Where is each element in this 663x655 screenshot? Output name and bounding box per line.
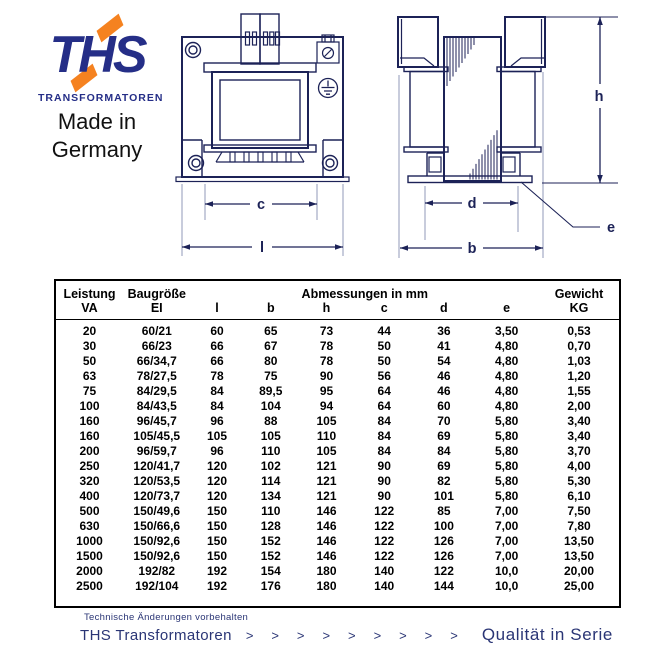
table-cell: 200 — [79, 444, 100, 458]
table-cell: 120 — [206, 474, 227, 488]
table-cell: 150/92,6 — [133, 549, 181, 563]
table-cell: 192/82 — [138, 564, 176, 578]
table-row — [56, 384, 619, 399]
table-cell: 630 — [79, 519, 100, 533]
table-cell: 320 — [79, 474, 100, 488]
table-cell: 66/23 — [141, 339, 172, 353]
table-cell: 44 — [377, 324, 391, 338]
table-cell: 121 — [316, 474, 337, 488]
chevron-row — [246, 628, 458, 643]
chevron-icon: > — [271, 628, 279, 643]
table-cell: 120 — [206, 489, 227, 503]
table-cell: 78/27,5 — [136, 369, 177, 383]
table-cell: 126 — [433, 534, 454, 548]
screw-terminal-icon — [317, 35, 339, 63]
table-cell: 10,0 — [494, 564, 519, 578]
chevron-icon: > — [373, 628, 382, 643]
dim-label-d: d — [467, 196, 477, 212]
core-hatching-bottom — [470, 130, 497, 179]
table-cell: 150/66,6 — [133, 519, 181, 533]
disclaimer-note: Technische Änderungen vorbehalten — [84, 612, 249, 623]
table-cell: 150/49,6 — [133, 504, 181, 518]
header-dim-b: b — [243, 301, 298, 320]
table-row — [56, 414, 619, 429]
table-cell: 7,00 — [494, 519, 519, 533]
table-cell: 69 — [437, 459, 451, 473]
coil-side-right — [497, 67, 541, 152]
extension-lines-side — [399, 72, 543, 258]
table-cell: 50 — [377, 354, 391, 368]
table-row — [56, 489, 619, 504]
table-cell: 3,70 — [567, 444, 591, 458]
table-cell: 88 — [264, 414, 278, 428]
table-cell: 105 — [260, 429, 281, 443]
table-cell: 66 — [210, 354, 224, 368]
chevron-icon: > — [399, 628, 407, 643]
table-cell: 192/104 — [135, 579, 179, 593]
logo-mark — [38, 24, 156, 90]
table-cell: 84 — [210, 399, 224, 413]
header-gewicht: Gewicht — [554, 287, 604, 301]
table-cell: 4,00 — [567, 459, 591, 473]
header-dim-l: l — [191, 301, 244, 320]
table-cell: 56 — [377, 369, 391, 383]
table-cell: 160 — [79, 429, 100, 443]
table-row — [56, 369, 619, 384]
table-cell: 90 — [377, 474, 391, 488]
table-cell: 110 — [261, 504, 281, 518]
table-cell: 63 — [82, 369, 97, 383]
chevron-icon: > — [322, 628, 331, 643]
header-leistung: Leistung — [63, 287, 116, 301]
front-view-dimensions — [182, 184, 343, 256]
table-cell: 126 — [433, 549, 454, 563]
table-cell: 64 — [377, 399, 391, 413]
chevron-icon: > — [424, 628, 433, 643]
table-cell: 160 — [79, 414, 100, 428]
table-cell: 70 — [437, 414, 451, 428]
table-cell: 176 — [260, 579, 281, 593]
table-cell: 20,00 — [563, 564, 595, 578]
table-cell: 146 — [316, 504, 337, 518]
table-cell: 120/73,7 — [133, 489, 181, 503]
table-cell: 54 — [437, 354, 451, 368]
side-view-drawing — [398, 17, 545, 183]
header-abmessungen: Abmessungen in mm — [301, 287, 428, 301]
table-cell: 5,80 — [494, 459, 519, 473]
table-cell: 95 — [319, 384, 334, 398]
table-cell: 120/53,5 — [133, 474, 181, 488]
side-block-left — [398, 17, 438, 67]
table-cell: 128 — [260, 519, 281, 533]
terminal-block-left — [241, 14, 260, 64]
table-cell: 10,0 — [494, 579, 519, 593]
table-cell: 90 — [319, 369, 334, 383]
table-cell: 105 — [316, 444, 337, 458]
table-row — [56, 354, 619, 369]
side-view-dimensions — [399, 17, 618, 258]
table-cell: 73 — [319, 324, 334, 338]
table-cell: 152 — [260, 549, 281, 563]
table-cell: 122 — [433, 564, 454, 578]
table-cell: 84 — [377, 414, 391, 428]
table-cell: 152 — [260, 534, 281, 548]
table-cell: 150 — [206, 549, 227, 563]
side-block-right — [505, 17, 545, 67]
header-dim-c: c — [355, 301, 414, 320]
table-row — [56, 504, 619, 519]
table-cell: 85 — [437, 504, 451, 518]
table-cell: 121 — [316, 459, 337, 473]
chevron-icon: > — [450, 628, 458, 643]
table-cell: 36 — [437, 324, 451, 338]
made-in-line1: Made in — [57, 109, 137, 134]
table-cell: 89,5 — [259, 384, 283, 398]
dim-label-h: h — [594, 89, 604, 105]
table-cell: 80 — [264, 354, 278, 368]
table-cell: 101 — [433, 489, 454, 503]
table-row — [56, 444, 619, 459]
table-cell: 110 — [261, 444, 281, 458]
table-cell: 150 — [206, 519, 227, 533]
table-cell: 50 — [377, 339, 391, 353]
table-cell: 102 — [260, 459, 281, 473]
table-cell: 5,80 — [494, 489, 519, 503]
dimension-e-leader — [521, 182, 600, 227]
header-dim-h: h — [298, 301, 355, 320]
table-row — [56, 474, 619, 489]
table-row — [56, 549, 619, 564]
table-cell: 78 — [319, 339, 334, 353]
table-cell: 3,40 — [567, 414, 591, 428]
table-cell: 94 — [319, 399, 334, 413]
header-va: VA — [56, 301, 123, 320]
table-cell: 154 — [260, 564, 281, 578]
table-cell: 96 — [210, 414, 224, 428]
table-cell: 90 — [377, 459, 391, 473]
header-dim-e: e — [474, 301, 539, 320]
table-cell: 1,55 — [567, 384, 591, 398]
dim-label-l: l — [259, 240, 265, 256]
header-baugroesse: Baugröße — [127, 287, 186, 301]
table-cell: 2500 — [76, 579, 103, 593]
table-cell: 69 — [437, 429, 451, 443]
table-cell: 105/45,5 — [133, 429, 181, 443]
table-cell: 5,80 — [494, 429, 519, 443]
table-cell: 20 — [82, 324, 97, 338]
table-cell: 4,80 — [494, 369, 519, 383]
table-cell: 46 — [437, 369, 451, 383]
made-in-line2: Germany — [51, 137, 143, 162]
coil-front — [204, 63, 316, 162]
table-cell: 122 — [374, 504, 395, 518]
table-cell: 1,03 — [567, 354, 591, 368]
table-row — [56, 579, 619, 594]
table-cell: 6,10 — [567, 489, 591, 503]
table-cell: 1,20 — [567, 369, 591, 383]
table-cell: 144 — [433, 579, 454, 593]
table-cell: 65 — [264, 324, 278, 338]
chevron-icon: > — [245, 628, 254, 643]
table-cell: 84 — [377, 429, 391, 443]
table-cell: 0,53 — [567, 324, 591, 338]
table-cell: 84/43,5 — [136, 399, 177, 413]
table-cell: 110 — [316, 429, 337, 443]
dimension-h-extension — [542, 17, 618, 183]
table-cell: 114 — [261, 474, 281, 488]
table-cell: 60 — [210, 324, 224, 338]
table-cell: 13,50 — [563, 534, 595, 548]
header-kg: KG — [539, 301, 619, 320]
dim-label-e: e — [607, 220, 616, 236]
table-cell: 7,00 — [494, 504, 519, 518]
dim-label-b: b — [467, 241, 477, 257]
table-cell: 84 — [210, 384, 224, 398]
table-cell: 120 — [206, 459, 227, 473]
table-cell: 4,80 — [494, 339, 519, 353]
core-hatching-top — [447, 38, 474, 86]
table-cell: 25,00 — [563, 579, 595, 593]
table-cell: 96/59,7 — [136, 444, 177, 458]
table-cell: 122 — [374, 519, 395, 533]
table-cell: 105 — [316, 414, 337, 428]
table-cell: 146 — [316, 549, 337, 563]
table-cell: 66 — [210, 339, 224, 353]
table-cell: 84 — [377, 444, 391, 458]
table-cell: 7,00 — [494, 549, 519, 563]
table-cell: 100 — [79, 399, 100, 413]
table-row — [56, 429, 619, 444]
table-body — [56, 320, 619, 595]
table-cell: 192 — [206, 564, 227, 578]
table-cell: 1000 — [76, 534, 103, 548]
table-cell: 1500 — [76, 549, 103, 563]
table-cell: 4,80 — [494, 354, 519, 368]
table-cell: 2000 — [76, 564, 103, 578]
table-cell: 60/21 — [141, 324, 172, 338]
table-cell: 46 — [437, 384, 451, 398]
table-cell: 250 — [79, 459, 100, 473]
table-cell: 150 — [206, 534, 227, 548]
table-header-row-2 — [56, 301, 619, 320]
table-cell: 75 — [82, 384, 97, 398]
table-cell: 78 — [210, 369, 224, 383]
table-cell: 60 — [437, 399, 451, 413]
table-cell: 150/92,6 — [133, 534, 181, 548]
logo-subtitle: TRANSFORMATOREN — [38, 92, 164, 104]
ground-symbol-icon — [319, 79, 338, 98]
table-cell: 134 — [260, 489, 281, 503]
table-cell: 5,80 — [494, 474, 519, 488]
table-cell: 192 — [206, 579, 227, 593]
table-cell: 104 — [260, 399, 281, 413]
table-cell: 146 — [316, 519, 337, 533]
coil-side-left — [404, 67, 448, 152]
table-cell: 180 — [316, 564, 337, 578]
table-cell: 66/34,7 — [136, 354, 177, 368]
table-header-row-1 — [56, 281, 619, 301]
footer-brandline — [80, 625, 613, 645]
table-cell: 105 — [206, 429, 227, 443]
table-cell: 150 — [206, 504, 227, 518]
table-cell: 180 — [316, 579, 337, 593]
table-row — [56, 519, 619, 534]
table-cell: 84/29,5 — [136, 384, 177, 398]
footer-slogan: Qualität in Serie — [481, 625, 613, 644]
table-cell: 4,80 — [494, 399, 519, 413]
table-cell: 82 — [437, 474, 451, 488]
table-cell: 2,00 — [567, 399, 591, 413]
table-cell: 122 — [374, 534, 395, 548]
table-cell: 75 — [264, 369, 278, 383]
terminal-pins — [246, 32, 280, 45]
table-cell: 96 — [210, 444, 224, 458]
chevron-icon: > — [348, 628, 356, 643]
table-row — [56, 564, 619, 579]
table-cell: 121 — [316, 489, 337, 503]
table-cell: 5,30 — [567, 474, 591, 488]
table-cell: 78 — [319, 354, 334, 368]
header-ei: EI — [123, 301, 191, 320]
table-cell: 4,80 — [494, 384, 519, 398]
table-cell: 3,50 — [494, 324, 519, 338]
footer-brand: THS Transformatoren — [80, 627, 232, 644]
header-dim-d: d — [413, 301, 474, 320]
table-cell: 67 — [264, 339, 278, 353]
dim-label-c: c — [256, 197, 266, 213]
table-cell: 30 — [82, 339, 97, 353]
table-cell: 5,80 — [494, 444, 519, 458]
table-row — [56, 399, 619, 414]
table-row — [56, 320, 619, 340]
table-cell: 3,40 — [567, 429, 591, 443]
table-row — [56, 534, 619, 549]
logo-text: THS — [49, 26, 145, 84]
front-view-drawing — [176, 14, 349, 182]
table-cell: 84 — [437, 444, 451, 458]
table-cell: 7,50 — [567, 504, 591, 518]
table-cell: 120/41,7 — [133, 459, 181, 473]
table-cell: 122 — [374, 549, 395, 563]
table-row — [56, 459, 619, 474]
table-cell: 7,80 — [567, 519, 591, 533]
spec-table-box — [54, 279, 621, 608]
table-cell: 500 — [79, 504, 100, 518]
table-cell: 96/45,7 — [136, 414, 177, 428]
table-cell: 140 — [374, 564, 395, 578]
table-cell: 0,70 — [567, 339, 591, 353]
table-cell: 50 — [82, 354, 97, 368]
table-cell: 5,80 — [494, 414, 519, 428]
table-cell: 13,50 — [563, 549, 595, 563]
table-cell: 100 — [433, 519, 454, 533]
spec-table — [56, 281, 619, 594]
table-cell: 140 — [374, 579, 395, 593]
table-row — [56, 339, 619, 354]
table-cell: 64 — [377, 384, 391, 398]
table-cell: 41 — [437, 339, 451, 353]
table-cell: 90 — [377, 489, 391, 503]
chevron-icon: > — [296, 628, 305, 643]
table-cell: 146 — [316, 534, 337, 548]
table-cell: 7,00 — [494, 534, 519, 548]
table-cell: 400 — [79, 489, 100, 503]
